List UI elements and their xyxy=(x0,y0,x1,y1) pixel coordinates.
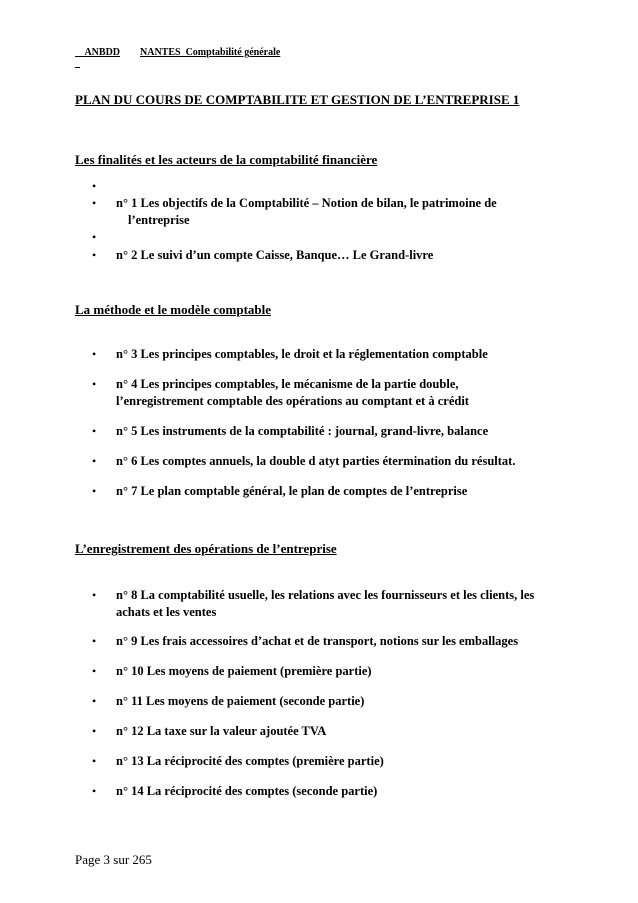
bullet-icon: • xyxy=(92,588,97,602)
section-list-methode xyxy=(0,346,638,500)
list-item: • n° 12 La taxe sur la valeur ajoutée TVA xyxy=(92,724,327,738)
list-item: • n° 11 Les moyens de paiement (seconde partie) xyxy=(92,694,365,708)
bullet-icon: • xyxy=(92,664,97,678)
list-item: • n° 7 Le plan comptable général, le plan de comptes de l’entreprise xyxy=(92,484,468,498)
bullet-icon: • xyxy=(92,424,97,438)
bullet-icon: • xyxy=(92,454,97,468)
list-item: • n° 4 Les principes comptables, le mécanisme de la partie double, l’enregistrement comptable des opérations au comptant et à crédit xyxy=(0,376,638,410)
bullet-icon: • xyxy=(92,694,97,708)
section-list-enregistrement xyxy=(0,587,638,800)
bullet-icon: • xyxy=(92,377,97,391)
list-item: • n° 8 La comptabilité usuelle, les relations avec les fournisseurs et les clients, les achats et les ventes xyxy=(0,587,638,621)
section-heading-enregistrement: L’enregistrement des opérations de l’entreprise xyxy=(75,541,337,556)
list-item xyxy=(0,178,638,195)
list-item: • n° 5 Les instruments de la comptabilité : journal, grand-livre, balance xyxy=(92,424,489,438)
list-item-continuation: achats et les ventes xyxy=(116,605,217,619)
bullet-icon: • xyxy=(92,784,97,798)
header-org: ANBDD xyxy=(84,47,121,58)
list-item-continuation: l’enregistrement comptable des opérations au comptant et à crédit xyxy=(116,394,469,408)
bullet-icon: • xyxy=(92,484,97,498)
bullet-icon: • xyxy=(92,230,97,244)
list-item: • n° 6 Les comptes annuels, la double d atyt parties étermination du résultat. xyxy=(92,454,516,468)
bullet-icon: • xyxy=(92,754,97,768)
bullet-icon: • xyxy=(92,179,97,193)
page-number: Page 3 sur 265 xyxy=(75,852,152,867)
list-item: • n° 14 La réciprocité des comptes (seconde partie) xyxy=(92,784,378,798)
list-item-continuation: l’entreprise xyxy=(128,213,190,227)
section-list-finalites xyxy=(0,178,638,264)
list-item: • n° 1 Les objectifs de la Comptabilité – Notion de bilan, le patrimoine de l’entreprise xyxy=(0,195,638,229)
bullet-icon: • xyxy=(92,248,97,262)
bullet-icon: • xyxy=(92,634,97,648)
header-course: NANTES Comptabilité générale xyxy=(140,47,281,58)
list-item: • n° 9 Les frais accessoires d’achat et de transport, notions sur les emballages xyxy=(92,634,519,648)
list-item: • n° 13 La réciprocité des comptes (première partie) xyxy=(92,754,384,768)
bullet-icon: • xyxy=(92,724,97,738)
document-title: PLAN DU COURS DE COMPTABILITE ET GESTION DE L’ENTREPRISE 1 xyxy=(75,92,520,107)
list-item xyxy=(0,229,638,246)
list-item: • n° 2 Le suivi d’un compte Caisse, Banque… Le Grand-livre xyxy=(92,248,434,262)
bullet-icon: • xyxy=(92,347,97,361)
list-item: • n° 10 Les moyens de paiement (première partie) xyxy=(92,664,372,678)
bullet-icon: • xyxy=(92,196,97,210)
running-header xyxy=(75,36,280,69)
list-item: • n° 3 Les principes comptables, le droit et la réglementation comptable xyxy=(92,347,488,361)
section-heading-finalites: Les finalités et les acteurs de la comptabilité financière xyxy=(75,152,378,167)
section-heading-methode: La méthode et le modèle comptable xyxy=(75,302,272,317)
